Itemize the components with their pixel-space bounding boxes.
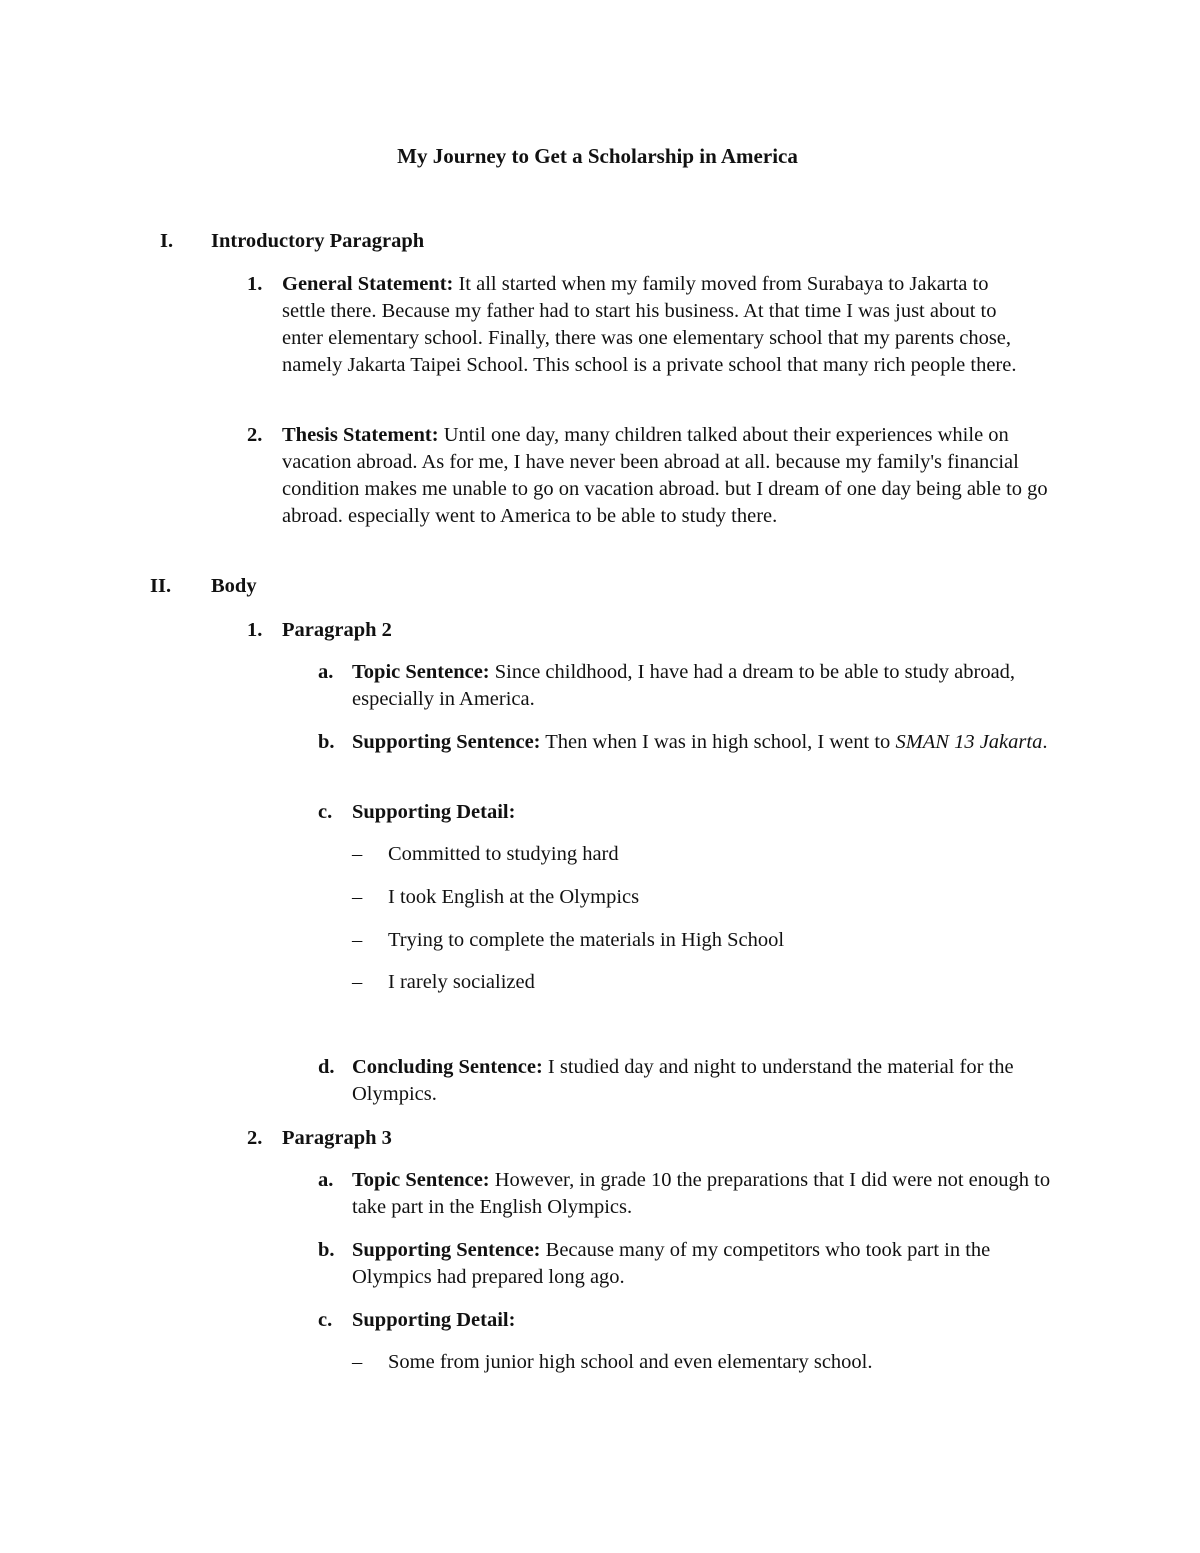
topic-sentence-item [352, 1167, 1072, 1221]
bullet-dash: – [352, 1351, 363, 1373]
section-numeral: I. [160, 230, 174, 252]
item-label: Topic Sentence: [352, 1169, 490, 1191]
section-heading: Introductory Paragraph [211, 230, 425, 252]
detail-item: Some from junior high school and even elementary school. [388, 1351, 873, 1373]
list-letter: c. [318, 1309, 333, 1331]
list-number: 2. [247, 424, 263, 446]
list-letter: b. [318, 1239, 335, 1261]
detail-item: I rarely socialized [388, 971, 535, 993]
item-label: Concluding Sentence: [352, 1056, 543, 1078]
item-label: Supporting Sentence: [352, 731, 541, 753]
item-label: Supporting Detail: [352, 1309, 516, 1331]
list-letter: a. [318, 1169, 334, 1191]
item-text: Until one day, many children talked about their experiences while on vacation abroad. As for me, I have never been abroad at all. because my family's financial condition makes me unable to go on vacation abroad. but I dream of one day being able to go abroad. especially went to America to be able to study there. [282, 424, 1048, 527]
item-label: Supporting Detail: [352, 801, 516, 823]
bullet-dash: – [352, 971, 363, 993]
item-label: Supporting Sentence: [352, 1239, 541, 1261]
topic-sentence-item [352, 659, 1067, 713]
list-number: 1. [247, 619, 263, 641]
general-statement-item [282, 271, 1032, 379]
section-numeral: II. [150, 575, 172, 597]
item-text-end: . [1042, 731, 1048, 753]
supporting-sentence-item [352, 1237, 1072, 1291]
supporting-sentence-item [352, 729, 1062, 756]
list-number: 1. [247, 273, 263, 295]
thesis-statement-item [282, 422, 1062, 530]
bullet-dash: – [352, 843, 363, 865]
list-letter: b. [318, 731, 335, 753]
item-text: Because many of my competitors who took part in the Olympics had prepared long ago. [352, 1239, 991, 1288]
concluding-sentence-item [352, 1054, 1062, 1108]
item-label: Topic Sentence: [352, 661, 490, 683]
section-heading: Body [211, 575, 257, 597]
item-text: Since childhood, I have had a dream to be able to study abroad, especially in America. [352, 661, 1016, 710]
paragraph-title: Paragraph 3 [282, 1127, 392, 1149]
item-text: I studied day and night to understand the material for the Olympics. [352, 1056, 1014, 1105]
document-title: My Journey to Get a Scholarship in America [397, 144, 798, 168]
item-text: However, in grade 10 the preparations that I did were not enough to take part in the English Olympics. [352, 1169, 1051, 1218]
item-text: It all started when my family moved from Surabaya to Jakarta to settle there. Because my father had to start his business. At that time I was just about to enter elementary school. Finally, there was one elementary school that my parents chose, namely Jakarta Taipei School. This school is a private school that many rich people there. [282, 273, 1017, 376]
bullet-dash: – [352, 886, 363, 908]
detail-item: Committed to studying hard [388, 843, 619, 865]
item-label: Thesis Statement: [282, 424, 439, 446]
detail-item: Trying to complete the materials in High School [388, 929, 785, 951]
list-number: 2. [247, 1127, 263, 1149]
list-letter: a. [318, 661, 334, 683]
item-text: Then when I was in high school, I went to [545, 731, 891, 753]
bullet-dash: – [352, 929, 363, 951]
list-letter: c. [318, 801, 333, 823]
item-italic-text: SMAN 13 Jakarta [895, 731, 1043, 753]
paragraph-title: Paragraph 2 [282, 619, 392, 641]
item-label: General Statement: [282, 273, 454, 295]
list-letter: d. [318, 1056, 335, 1078]
detail-item: I took English at the Olympics [388, 886, 640, 908]
